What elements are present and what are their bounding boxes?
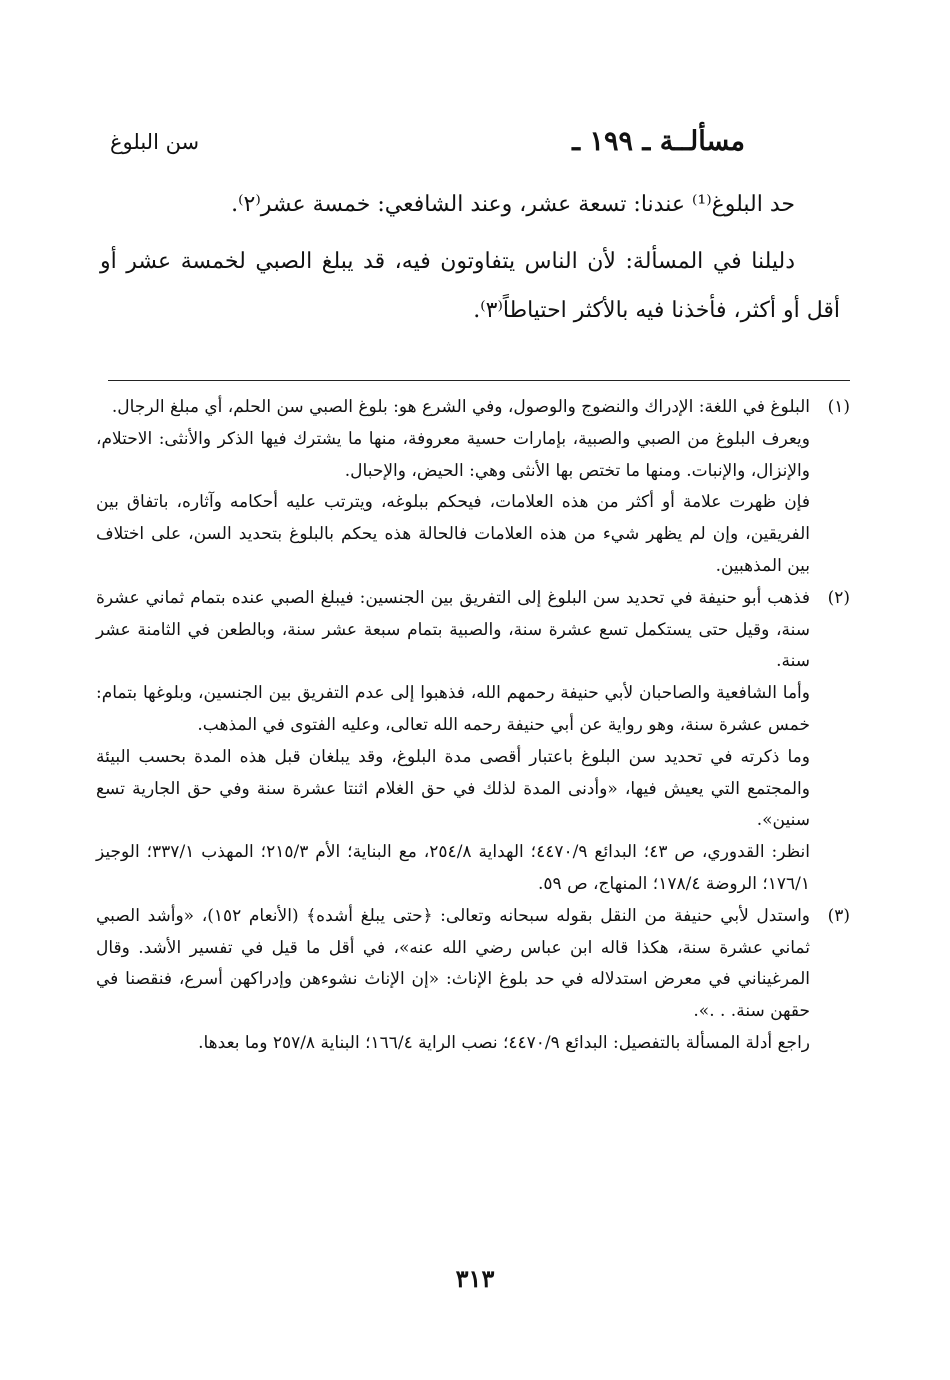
issue-title: مسألــة ـ ١٩٩ ـ xyxy=(572,126,745,157)
footnote-paragraph: فإن ظهرت علامة أو أكثر من هذه العلامات، فيحكم ببلوغه، ويترتب عليه أحكامه وآثاره، باتفاق بين الفريقين، وإن لم يظهر شيء من هذه العلامات فالحالة هذه يحكم بالبلوغ بتحديد السن، على اختلاف بين المذهبين. xyxy=(96,492,810,576)
main-text xyxy=(100,180,840,343)
page-header xyxy=(110,126,840,166)
footnote-paragraph: وما ذكرته في تحديد سن البلوغ باعتبار أقصى مدة البلوغ، وقد يبلغان قبل هذه المدة بحسب البيئة والمجتمع التي يعيش فيها، «وأدنى المدة لذلك في حق الغلام اثنتا عشرة سنة وفي حق الجارية تسع سنين». xyxy=(96,746,810,831)
running-topic: سن البلوغ xyxy=(110,130,200,154)
footnote-separator xyxy=(108,380,850,381)
footnote-3 xyxy=(96,901,850,1060)
footnote-number: (٢) xyxy=(827,587,850,608)
footnote-number: (١) xyxy=(827,397,850,417)
footnote-references: راجع أدلة المسألة بالتفصيل: البدائع ٤٤٧٠/٩؛ نصب الراية ١٦٦/٤؛ البناية ٢٥٧/٨ وما بعدها. xyxy=(198,1032,810,1053)
footnote-paragraph: واستدل لأبي حنيفة من النقل بقوله سبحانه وتعالى: ﴿حتى يبلغ أشده﴾ (الأنعام ١٥٢)، «وأشد الصبي ثماني عشرة سنة، هكذا قاله ابن عباس رضي الله عنه»، في أقل ما قيل في تفسير الأشد. وقال المرغيناني في معرض استدلاله في حد بلوغ الإناث: «إن الإناث نشوءهن وإدراكهن أسرع، فنقصنا في حقهن سنة. . .». xyxy=(96,905,811,1022)
footnote-paragraph: وأما الشافعية والصاحبان لأبي حنيفة رحمهم الله، فذهبوا إلى عدم التفريق بين الجنسين، وبلوغها بتمام: خمس عشرة سنة، وهو رواية عن أبي حنيفة رحمه الله تعالى، وعليه الفتوى في المذهب. xyxy=(96,683,810,735)
footnote-paragraph: البلوغ في اللغة: الإدراك والنضوج والوصول، وفي الشرع هو: بلوغ الصبي سن الحلم، أي مبلغ الرجال. xyxy=(111,397,810,417)
footnote-paragraph: ويعرف البلوغ من الصبي والصبية، بإمارات حسية معروفة، منها ما يشترك فيها الذكر والأنثى: الاحتلام، والإنزال، والإنبات. ومنها ما تختص بها الأنثى وهي: الحيض، والإحبال. xyxy=(96,428,810,481)
footnote-1 xyxy=(96,392,850,583)
page-number: ٣١٣ xyxy=(455,1264,495,1293)
footnote-paragraph: فذهب أبو حنيفة في تحديد سن البلوغ إلى التفريق بين الجنسين: فيبلغ الصبي عنده بتمام ثماني عشرة سنة، وقيل حتى يستكمل تسع عشرة سنة، والصبية بتمام سبعة عشر سنة، وبالطعن في الثامنة عشر سنة. xyxy=(96,587,810,672)
footnotes xyxy=(96,392,850,1060)
footnote-number: (٣) xyxy=(827,905,850,926)
main-paragraph-1: حد البلوغ⁽¹⁾ عندنا: تسعة عشر، وعند الشافعي: خمسة عشر⁽٢⁾. xyxy=(231,192,795,217)
main-paragraph-2: دليلنا في المسألة: لأن الناس يتفاوتون فيه، قد يبلغ الصبي لخمسة عشر أو أقل أو أكثر، فأخذنا فيه بالأكثر احتياطاً⁽٣⁾. xyxy=(100,249,840,323)
footnote-references: انظر: القدوري، ص ٤٣؛ البدائع ٤٤٧٠/٩؛ الهداية ٢٥٤/٨، مع البناية؛ الأم ٢١٥/٣؛ المهذب ٣٣٧/١؛ الوجيز ١٧٦/١؛ الروضة ١٧٨/٤؛ المنهاج، ص ٥٩. xyxy=(96,842,810,894)
footnote-2 xyxy=(96,583,850,901)
